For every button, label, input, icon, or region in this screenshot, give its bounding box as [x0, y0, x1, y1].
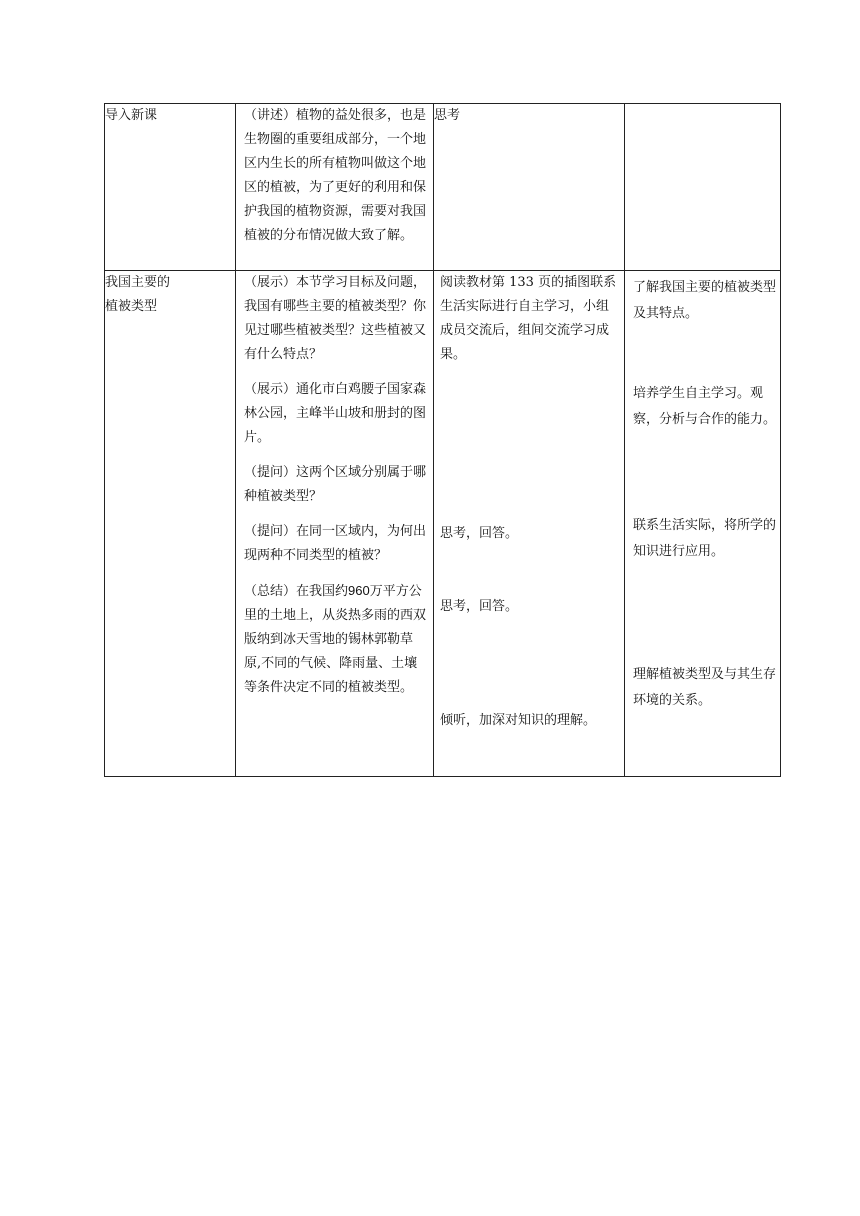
summary-post: 万平方公里的土地上，从炎热多雨的西双版纳到冰天雪地的锡林郭勒草原,不同的气候、降雨量、土壤等条件决定不同的植被类型。: [244, 584, 427, 695]
stage-label-line: 我国主要的: [105, 275, 171, 290]
summary-pre: （总结）在我国约: [244, 584, 349, 599]
student-text: 思考: [434, 108, 461, 123]
student-text: 倾听，加深对知识的理解。: [440, 713, 597, 728]
student-activity-cell: [434, 271, 625, 777]
goal-text: 理解植被类型及与其生存环境的关系。: [633, 667, 777, 708]
teacher-text: （展示）本节学习目标及问题，我国有哪些主要的植被类型？你见过哪些植被类型？这些植被又有什么特点？: [244, 275, 427, 362]
student-text: 阅读教材第 133 页的插图联系生活实际进行自主学习，小组成员交流后，组间交流学习成果。: [440, 275, 617, 362]
teacher-text: （展示）通化市白鸡腰子国家森林公园，主峰半山坡和册封的图片。: [244, 382, 427, 445]
student-text: 思考，回答。: [440, 526, 519, 541]
stage-label: 导入新课: [105, 108, 158, 123]
teacher-text: （提问）这两个区域分别属于哪种植被类型？: [244, 465, 427, 504]
student-activity-cell: [434, 104, 625, 271]
student-text: 思考，回答。: [440, 599, 519, 614]
table-row: [105, 104, 781, 271]
teacher-activity-cell: [236, 271, 434, 777]
goal-text: 培养学生自主学习。观察，分析与合作的能力。: [633, 386, 777, 427]
stage-cell: [105, 271, 236, 777]
goal-cell: [625, 104, 781, 271]
summary-number: 960: [348, 583, 370, 598]
table-row: [105, 271, 781, 777]
teacher-activity-cell: [236, 104, 434, 271]
teacher-text: （提问）在同一区域内，为何出现两种不同类型的植被？: [244, 524, 427, 563]
goal-cell: [625, 271, 781, 777]
stage-cell: [105, 104, 236, 271]
lesson-plan-table: [104, 103, 781, 777]
goal-text: 联系生活实际，将所学的知识进行应用。: [633, 518, 777, 559]
goal-text: 了解我国主要的植被类型及其特点。: [633, 280, 777, 321]
teacher-text: （讲述）植物的益处很多，也是生物圈的重要组成部分，一个地区内生长的所有植物叫做这个地区的植被，为了更好的利用和保护我国的植物资源，需要对我国植被的分布情况做大致了解。: [244, 108, 427, 243]
stage-label-line: 植被类型: [105, 299, 158, 314]
teacher-text-summary: [236, 579, 433, 700]
